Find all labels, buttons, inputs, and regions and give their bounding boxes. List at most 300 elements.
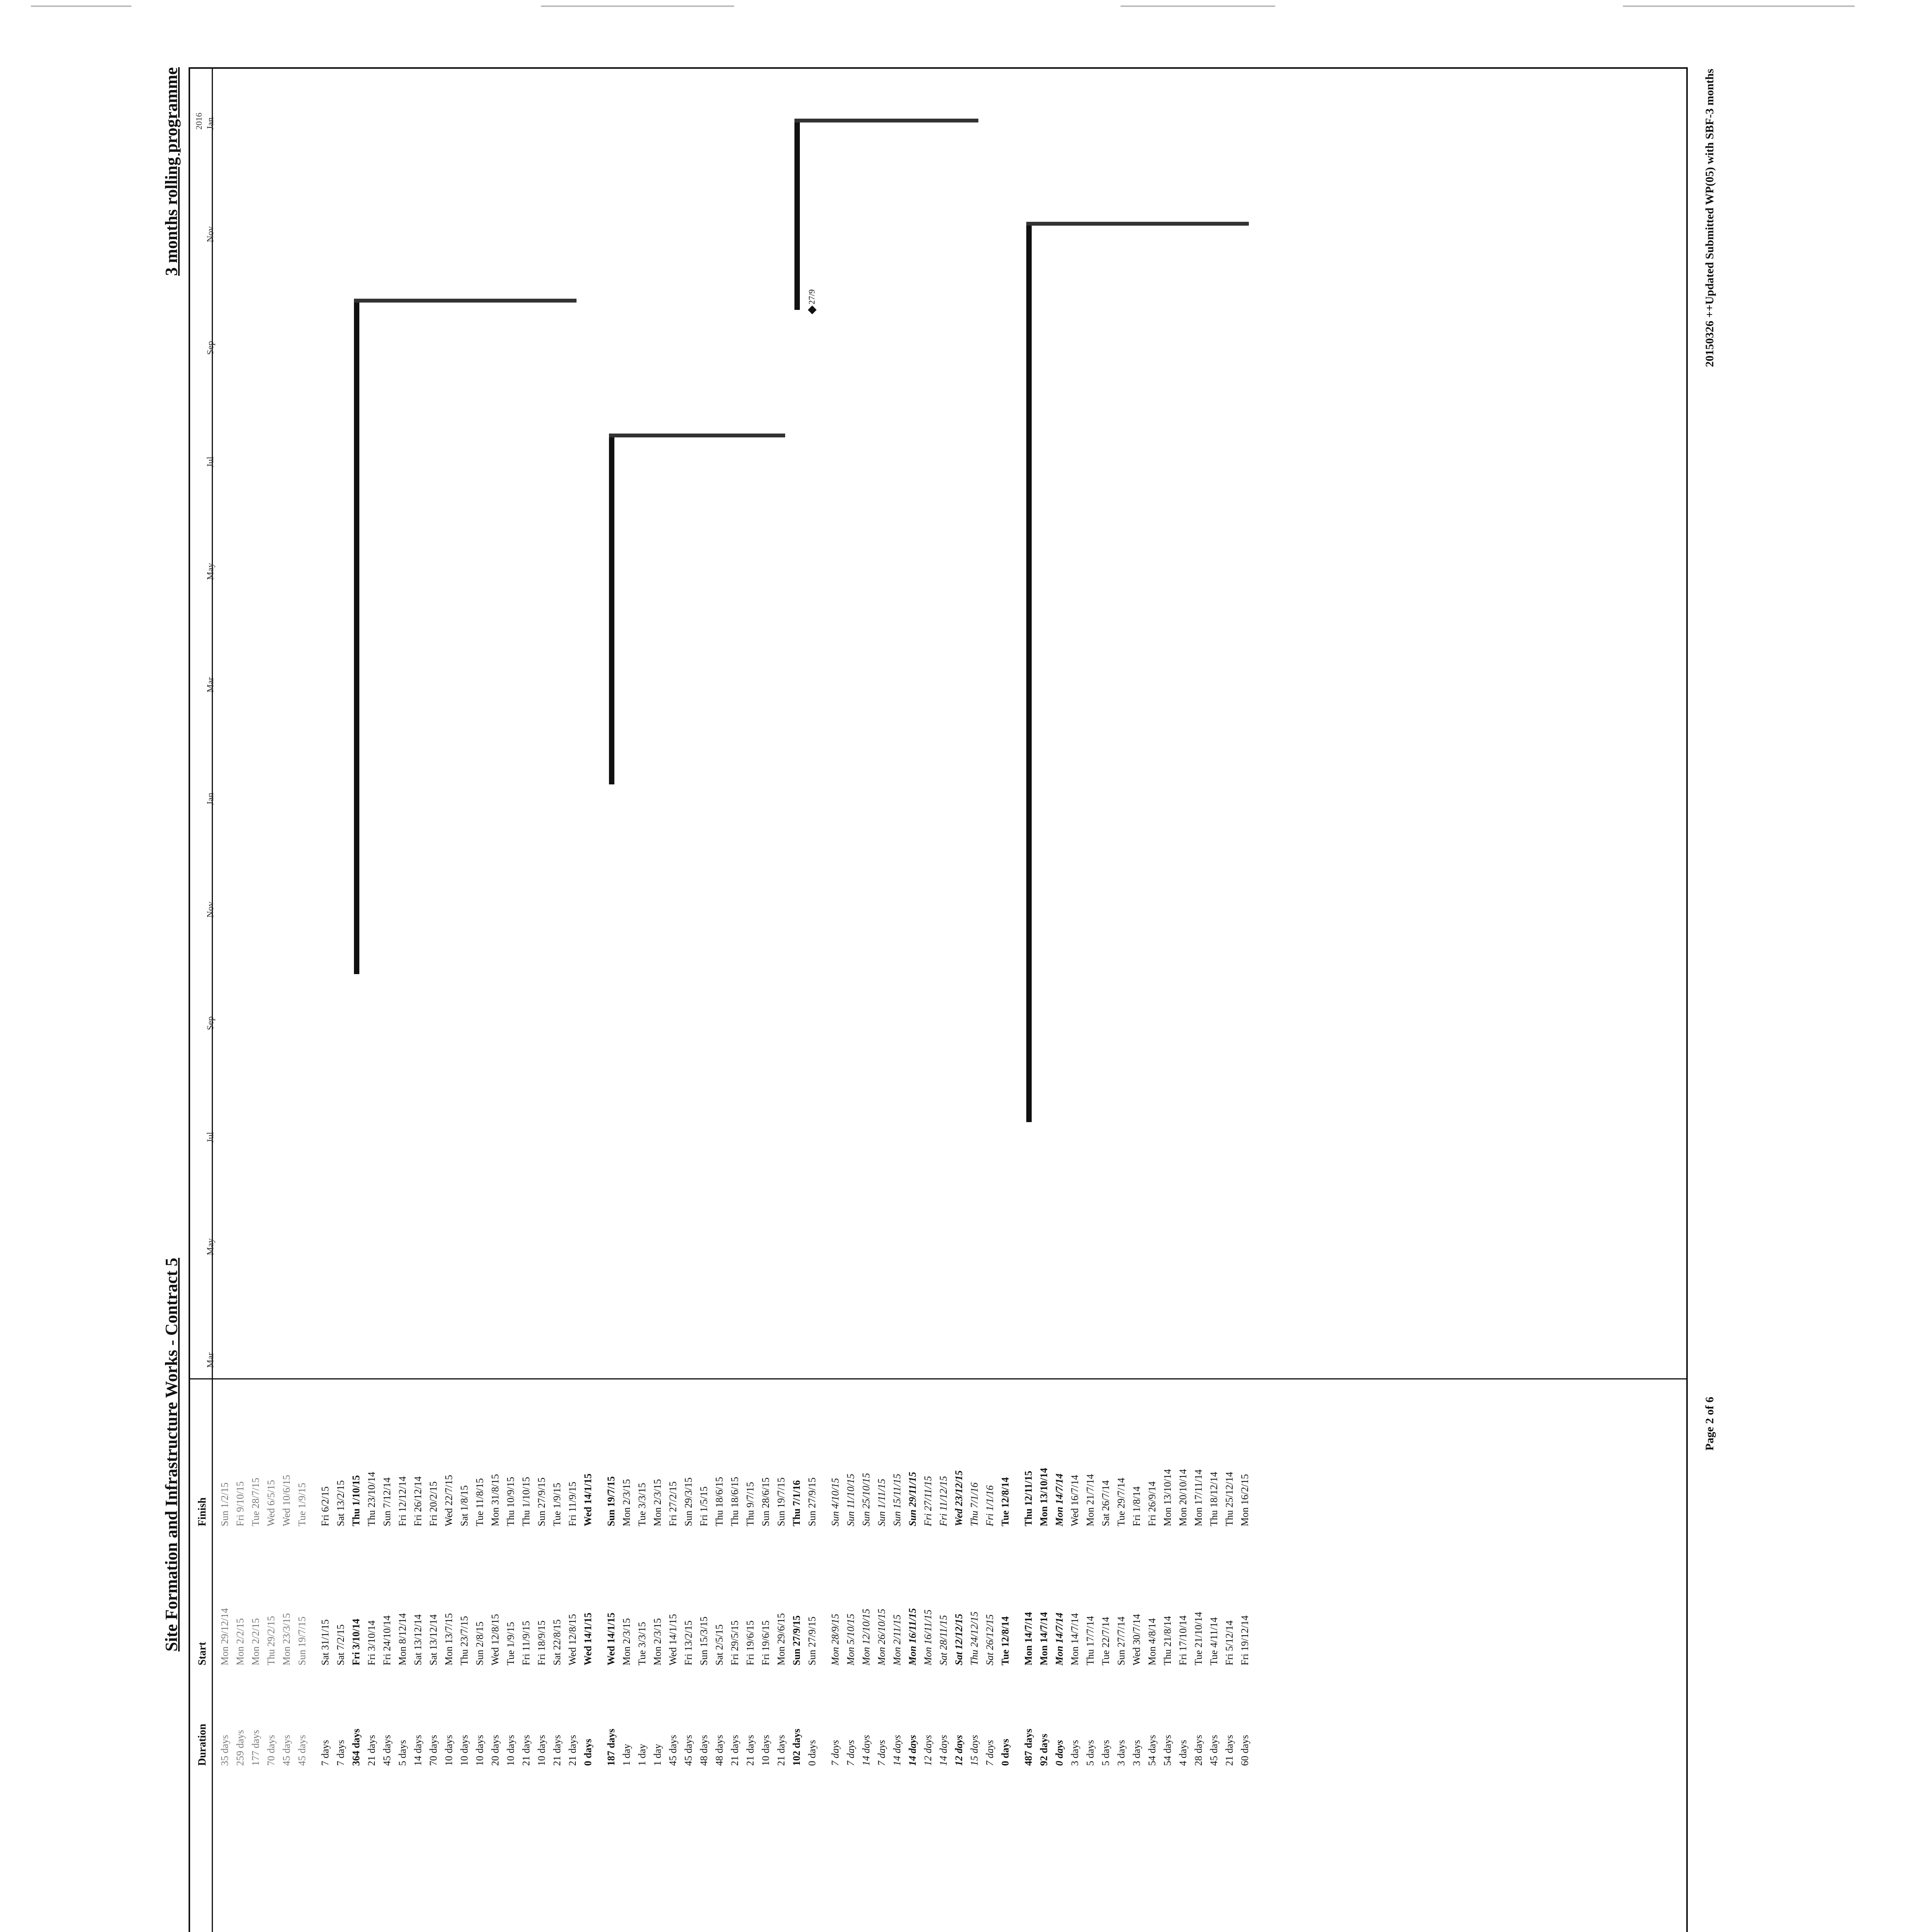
task-finish: Tue 1/9/15: [296, 1483, 308, 1526]
task-row: [843, 1364, 859, 1932]
task-finish: Mon 21/7/14: [1085, 1474, 1096, 1526]
task-start: Mon 12/10/15: [861, 1609, 872, 1665]
task-start: Tue 22/7/14: [1100, 1617, 1111, 1665]
task-duration: 70 days: [265, 1735, 277, 1766]
timescale-month: Nov: [206, 226, 216, 242]
task-start: Mon 2/11/15: [891, 1614, 903, 1665]
task-duration: 21 days: [1224, 1735, 1235, 1766]
task-finish: Fri 1/5/15: [698, 1486, 709, 1526]
bar-connector: [354, 299, 577, 303]
task-duration: 60 days: [1239, 1735, 1250, 1766]
task-finish: Mon 2/3/15: [652, 1479, 663, 1526]
task-name: [1237, 1774, 1253, 1932]
task-finish: Mon 2/3/15: [621, 1479, 632, 1526]
scan-artifact: [1623, 5, 1855, 7]
timescale-month: Mar: [206, 677, 216, 693]
task-finish: Fri 11/9/15: [567, 1481, 578, 1526]
col-duration: Duration: [196, 1724, 208, 1766]
task-finish: Mon 20/10/14: [1177, 1469, 1189, 1526]
task-start: Tue 1/9/15: [505, 1622, 516, 1665]
task-start: Sat 2/5/15: [714, 1624, 725, 1665]
task-name: [789, 1774, 804, 1932]
timescale-month: Jul: [206, 1132, 216, 1143]
task-row: [905, 1364, 920, 1932]
task-row: [789, 1364, 804, 1932]
task-finish: Wed 23/12/15: [953, 1470, 964, 1526]
task-finish: Sun 19/7/15: [776, 1477, 787, 1526]
task-duration: 12 days: [922, 1735, 934, 1766]
task-row: [1036, 1364, 1052, 1932]
task-name: [1160, 1774, 1175, 1932]
task-duration: 54 days: [1146, 1735, 1158, 1766]
task-row: [696, 1364, 712, 1932]
task-start: Wed 14/1/15: [667, 1614, 679, 1665]
task-row: [565, 1364, 580, 1932]
task-row: [1222, 1364, 1237, 1932]
task-row: [410, 1364, 426, 1932]
task-row: [743, 1364, 758, 1932]
task-finish: Sat 26/7/14: [1100, 1480, 1111, 1526]
task-finish: Mon 14/7/14: [1054, 1473, 1065, 1526]
task-duration: 14 days: [861, 1735, 872, 1766]
task-start: Fri 19/6/15: [745, 1620, 756, 1665]
timescale-month: Sep: [206, 341, 216, 355]
task-name: [1191, 1774, 1206, 1932]
task-row: [1098, 1364, 1114, 1932]
task-finish: Sun 4/10/15: [830, 1478, 841, 1526]
task-duration: 4 days: [1177, 1740, 1189, 1766]
task-row: [318, 1364, 333, 1932]
task-row: [349, 1364, 364, 1932]
task-duration: 28 days: [1193, 1735, 1204, 1766]
task-row: [395, 1364, 410, 1932]
task-start: Fri 11/9/15: [520, 1621, 532, 1665]
task-start: Sat 7/2/15: [335, 1624, 346, 1665]
task-finish: Wed 14/1/15: [582, 1473, 594, 1526]
task-duration: 7 days: [830, 1740, 841, 1766]
task-row: [294, 1364, 310, 1932]
task-name: [889, 1774, 905, 1932]
task-name: [395, 1774, 410, 1932]
task-finish: Thu 18/6/15: [729, 1477, 740, 1526]
task-start: Fri 13/2/15: [683, 1620, 694, 1665]
task-start: Mon 14/7/14: [1023, 1612, 1034, 1665]
task-finish: Thu 18/12/14: [1208, 1472, 1219, 1526]
task-row: [859, 1364, 874, 1932]
task-duration: 0 days: [1054, 1740, 1065, 1766]
task-name: [951, 1774, 967, 1932]
task-name: [519, 1774, 534, 1932]
task-finish: Mon 13/10/14: [1038, 1468, 1049, 1526]
task-duration: 15 days: [969, 1735, 980, 1766]
task-duration: 14 days: [412, 1735, 423, 1766]
bar-connector: [1026, 222, 1249, 226]
task-name: [279, 1774, 294, 1932]
task-name: [217, 1774, 233, 1932]
task-start: Mon 23/3/15: [281, 1613, 292, 1665]
task-start: Sun 19/7/15: [296, 1616, 308, 1665]
task-start: Tue 3/3/15: [636, 1622, 648, 1665]
task-duration: 92 days: [1038, 1733, 1049, 1766]
task-name: [936, 1774, 951, 1932]
task-row: [951, 1364, 967, 1932]
task-row: [1129, 1364, 1145, 1932]
summary-bar-areas-d4-d9: [1026, 226, 1032, 1122]
task-row: [534, 1364, 549, 1932]
task-finish: Sun 27/9/15: [806, 1477, 818, 1526]
task-row: [1237, 1364, 1253, 1932]
task-finish: Fri 1/1/16: [984, 1485, 995, 1526]
task-duration: 0 days: [582, 1738, 594, 1766]
task-name: [441, 1774, 457, 1932]
task-duration: 10 days: [760, 1735, 771, 1766]
task-name: [333, 1774, 349, 1932]
task-finish: Thu 10/9/15: [505, 1477, 516, 1526]
task-row: [488, 1364, 503, 1932]
task-start: Mon 2/3/15: [621, 1618, 632, 1665]
task-start: Mon 2/3/15: [652, 1618, 663, 1665]
scan-artifact: [31, 5, 131, 7]
task-row: [998, 1364, 1013, 1932]
task-name: [233, 1774, 248, 1932]
task-duration: 45 days: [667, 1735, 679, 1766]
task-duration: 54 days: [1162, 1735, 1173, 1766]
task-duration: 21 days: [567, 1735, 578, 1766]
task-row: [549, 1364, 565, 1932]
task-name: [1145, 1774, 1160, 1932]
task-name: [727, 1774, 743, 1932]
task-duration: 45 days: [683, 1735, 694, 1766]
task-start: Mon 2/2/15: [235, 1618, 246, 1665]
task-duration: 10 days: [474, 1735, 485, 1766]
task-duration: 1 day: [621, 1743, 632, 1766]
task-duration: 7 days: [984, 1740, 995, 1766]
task-name: [1206, 1774, 1222, 1932]
task-row: [279, 1364, 294, 1932]
task-start: Wed 30/7/14: [1131, 1614, 1142, 1665]
task-row: [519, 1364, 534, 1932]
task-name: [488, 1774, 503, 1932]
col-start: Start: [196, 1642, 208, 1665]
task-name: [920, 1774, 936, 1932]
task-name: [264, 1774, 279, 1932]
task-row: [681, 1364, 696, 1932]
task-finish: Sun 19/7/15: [605, 1476, 617, 1526]
task-start: Mon 5/10/15: [845, 1614, 856, 1665]
task-finish: Mon 13/10/14: [1162, 1469, 1173, 1526]
task-duration: 10 days: [536, 1735, 547, 1766]
task-duration: 21 days: [520, 1735, 532, 1766]
task-start: Sun 15/3/15: [698, 1616, 709, 1665]
task-name: [1129, 1774, 1145, 1932]
task-name: [982, 1774, 998, 1932]
timescale-month: Mar: [206, 1352, 216, 1368]
task-row: [217, 1364, 233, 1932]
task-name: [1021, 1774, 1036, 1932]
rotated-page: [134, 60, 1781, 1932]
task-finish: Tue 11/8/15: [474, 1478, 485, 1526]
scan-artifact: [1121, 5, 1275, 7]
task-duration: 177 days: [250, 1730, 261, 1766]
task-row: [441, 1364, 457, 1932]
task-start: Sun 2/8/15: [474, 1621, 485, 1665]
summary-bar-south-west-d1-d2: [354, 303, 359, 974]
task-name: [565, 1774, 580, 1932]
task-name: [349, 1774, 364, 1932]
task-duration: 0 days: [806, 1740, 818, 1766]
summary-bar-depressed-road: [609, 437, 614, 784]
task-start: Sat 22/8/15: [551, 1619, 563, 1665]
milestone-label: 27/9: [807, 289, 816, 305]
task-start: Sat 28/11/15: [938, 1615, 949, 1665]
gantt-table: [189, 67, 1688, 1932]
task-start: Fri 17/10/14: [1177, 1615, 1189, 1665]
task-start: Mon 8/12/14: [397, 1613, 408, 1665]
task-start: Mon 16/11/15: [907, 1608, 918, 1665]
task-row: [920, 1364, 936, 1932]
task-name: [967, 1774, 982, 1932]
task-start: Sat 13/12/14: [412, 1614, 423, 1665]
summary-bar-access-road: [794, 122, 800, 310]
task-start: Fri 5/12/14: [1224, 1620, 1235, 1665]
task-start: Thu 21/8/14: [1162, 1616, 1173, 1665]
task-start: Fri 29/5/15: [729, 1620, 740, 1665]
task-start: Fri 3/10/14: [366, 1620, 377, 1665]
task-duration: 20 days: [490, 1735, 501, 1766]
task-finish: Mon 16/2/15: [1239, 1474, 1250, 1526]
task-start: Sat 12/12/15: [953, 1614, 964, 1665]
task-duration: 70 days: [428, 1735, 439, 1766]
timescale-month: Sep: [206, 1016, 216, 1031]
footer-page: Page 2 of 6: [1703, 1396, 1716, 1451]
task-finish: Mon 31/8/15: [490, 1474, 501, 1526]
task-finish: Sun 15/11/15: [891, 1473, 903, 1526]
task-duration: 7 days: [876, 1740, 887, 1766]
task-finish: Sun 1/11/15: [876, 1478, 887, 1526]
task-name: [774, 1774, 789, 1932]
task-start: Fri 24/10/14: [381, 1615, 393, 1665]
task-duration: 7 days: [335, 1740, 346, 1766]
task-name: [758, 1774, 774, 1932]
task-row: [333, 1364, 349, 1932]
task-name: [998, 1774, 1013, 1932]
task-finish: Sun 29/11/15: [907, 1472, 918, 1526]
task-row: [967, 1364, 982, 1932]
task-duration: 0 days: [1000, 1738, 1011, 1766]
task-name: [743, 1774, 758, 1932]
task-row: [650, 1364, 665, 1932]
task-start: Tue 21/10/14: [1193, 1612, 1204, 1665]
task-duration: 1 day: [636, 1743, 648, 1766]
task-name: [1067, 1774, 1083, 1932]
task-start: Thu 17/7/14: [1085, 1616, 1096, 1665]
task-start: Mon 14/7/14: [1054, 1612, 1065, 1665]
task-finish: Thu 1/10/15: [350, 1475, 362, 1526]
task-finish: Wed 16/7/14: [1069, 1475, 1080, 1526]
task-start: Wed 12/8/15: [490, 1614, 501, 1665]
task-finish: Wed 6/5/15: [265, 1480, 277, 1526]
task-duration: 21 days: [729, 1735, 740, 1766]
task-name: [410, 1774, 426, 1932]
task-duration: 1 day: [652, 1743, 663, 1766]
milestone-diamond: [808, 306, 817, 315]
task-row: [248, 1364, 264, 1932]
task-start: Tue 12/8/14: [1000, 1616, 1011, 1665]
task-duration: 10 days: [459, 1735, 470, 1766]
task-name: [549, 1774, 565, 1932]
task-row: [1114, 1364, 1129, 1932]
task-duration: 3 days: [1131, 1740, 1142, 1766]
task-finish: Tue 1/9/15: [551, 1483, 563, 1526]
task-row: [1175, 1364, 1191, 1932]
task-finish: Thu 7/1/16: [969, 1482, 980, 1526]
task-row: [379, 1364, 395, 1932]
task-duration: 3 days: [1116, 1740, 1127, 1766]
task-duration: 45 days: [281, 1735, 292, 1766]
task-row: [503, 1364, 519, 1932]
task-start: Mon 26/10/15: [876, 1609, 887, 1665]
task-duration: 7 days: [845, 1740, 856, 1766]
task-duration: 12 days: [953, 1735, 964, 1766]
task-row: [457, 1364, 472, 1932]
task-row: [604, 1364, 619, 1932]
task-row: [874, 1364, 889, 1932]
footer-revision: 20150326 ++Updated Submitted WP(05) with SBF-3 months: [1703, 69, 1716, 367]
task-name: [472, 1774, 488, 1932]
task-name: [580, 1774, 596, 1932]
programme-page: [134, 60, 1781, 1932]
task-duration: 102 days: [791, 1728, 802, 1766]
timescale-year: 2016: [194, 112, 204, 130]
task-row: [580, 1364, 596, 1932]
timescale-month: May: [206, 563, 216, 580]
task-row: [1160, 1364, 1175, 1932]
task-name: [1114, 1774, 1129, 1932]
task-name: [650, 1774, 665, 1932]
task-finish: Thu 9/7/15: [745, 1482, 756, 1526]
task-row: [426, 1364, 441, 1932]
task-name: [503, 1774, 519, 1932]
task-finish: Fri 26/9/14: [1146, 1481, 1158, 1526]
task-start: Sat 26/12/15: [984, 1614, 995, 1665]
task-duration: 187 days: [605, 1728, 617, 1766]
timescale-month: Nov: [206, 901, 216, 918]
task-start: Fri 3/10/14: [350, 1619, 362, 1665]
task-name: [318, 1774, 333, 1932]
task-start: Sun 27/9/15: [806, 1616, 818, 1665]
task-start: Mon 14/7/14: [1069, 1613, 1080, 1665]
task-duration: 21 days: [366, 1735, 377, 1766]
task-duration: 45 days: [381, 1735, 393, 1766]
task-row: [727, 1364, 743, 1932]
task-start: Fri 19/12/14: [1239, 1615, 1250, 1665]
task-name: [874, 1774, 889, 1932]
task-name: [604, 1774, 619, 1932]
task-finish: Tue 12/8/14: [1000, 1477, 1011, 1526]
task-row: [665, 1364, 681, 1932]
task-name: [905, 1774, 920, 1932]
task-start: Mon 16/11/15: [922, 1609, 934, 1665]
task-name: [1222, 1774, 1237, 1932]
col-finish: Finish: [196, 1497, 208, 1526]
task-row: [1052, 1364, 1067, 1932]
task-finish: Thu 23/10/14: [366, 1472, 377, 1526]
task-finish: Fri 20/2/15: [428, 1481, 439, 1526]
task-duration: 5 days: [1100, 1740, 1111, 1766]
task-finish: Fri 12/12/14: [397, 1476, 408, 1526]
task-finish: Fri 27/11/15: [922, 1476, 934, 1526]
task-name: [634, 1774, 650, 1932]
task-name: [294, 1774, 310, 1932]
task-start: Wed 12/8/15: [567, 1614, 578, 1665]
task-start: Fri 19/6/15: [760, 1620, 771, 1665]
task-finish: Fri 1/8/14: [1131, 1486, 1142, 1526]
task-duration: 10 days: [505, 1735, 516, 1766]
task-finish: Fri 9/10/15: [235, 1481, 246, 1526]
task-duration: 3 days: [1069, 1740, 1080, 1766]
bar-connector: [609, 434, 785, 437]
programme-label: 3 months rolling programme: [162, 67, 181, 276]
task-row: [1083, 1364, 1098, 1932]
task-duration: 21 days: [776, 1735, 787, 1766]
task-name: [1083, 1774, 1098, 1932]
task-finish: Sat 13/2/15: [335, 1480, 346, 1526]
task-start: Sat 13/12/14: [428, 1614, 439, 1665]
task-duration: 21 days: [551, 1735, 563, 1766]
task-finish: Wed 10/6/15: [281, 1475, 292, 1526]
task-row: [264, 1364, 279, 1932]
task-row: [1191, 1364, 1206, 1932]
task-row: [364, 1364, 379, 1932]
scan-artifact: [541, 5, 734, 7]
task-finish: Sun 28/6/15: [760, 1477, 771, 1526]
task-row: [233, 1364, 248, 1932]
task-start: Mon 13/7/15: [443, 1613, 454, 1665]
task-start: Mon 14/7/14: [1038, 1612, 1049, 1665]
task-duration: 48 days: [698, 1735, 709, 1766]
task-finish: Thu 25/12/14: [1224, 1472, 1235, 1526]
task-finish: Thu 7/1/16: [791, 1480, 802, 1526]
task-row: [472, 1364, 488, 1932]
task-row: [889, 1364, 905, 1932]
task-start: Thu 24/12/15: [969, 1611, 980, 1665]
task-start: Mon 29/6/15: [776, 1613, 787, 1665]
task-start: Mon 28/9/15: [830, 1614, 841, 1665]
task-name: [712, 1774, 727, 1932]
task-duration: 10 days: [443, 1735, 454, 1766]
task-name: [665, 1774, 681, 1932]
timescale-month: Jul: [206, 456, 216, 468]
task-name: [681, 1774, 696, 1932]
task-finish: Mon 17/11/14: [1193, 1469, 1204, 1526]
task-name: [379, 1774, 395, 1932]
task-name: [619, 1774, 634, 1932]
task-start: Wed 14/1/15: [582, 1612, 594, 1665]
task-row: [1145, 1364, 1160, 1932]
task-start: Thu 29/2/15: [265, 1616, 277, 1665]
task-start: Wed 14/1/15: [605, 1612, 617, 1665]
task-name: [828, 1774, 843, 1932]
task-duration: 14 days: [891, 1735, 903, 1766]
task-row: [619, 1364, 634, 1932]
task-duration: 45 days: [296, 1735, 308, 1766]
task-start: Fri 18/9/15: [536, 1620, 547, 1665]
task-finish: Tue 3/3/15: [636, 1483, 648, 1526]
task-start: Sun 27/9/15: [791, 1615, 802, 1665]
task-finish: Sun 27/9/15: [536, 1477, 547, 1526]
task-start: Tue 4/11/14: [1208, 1617, 1219, 1665]
task-name: [457, 1774, 472, 1932]
